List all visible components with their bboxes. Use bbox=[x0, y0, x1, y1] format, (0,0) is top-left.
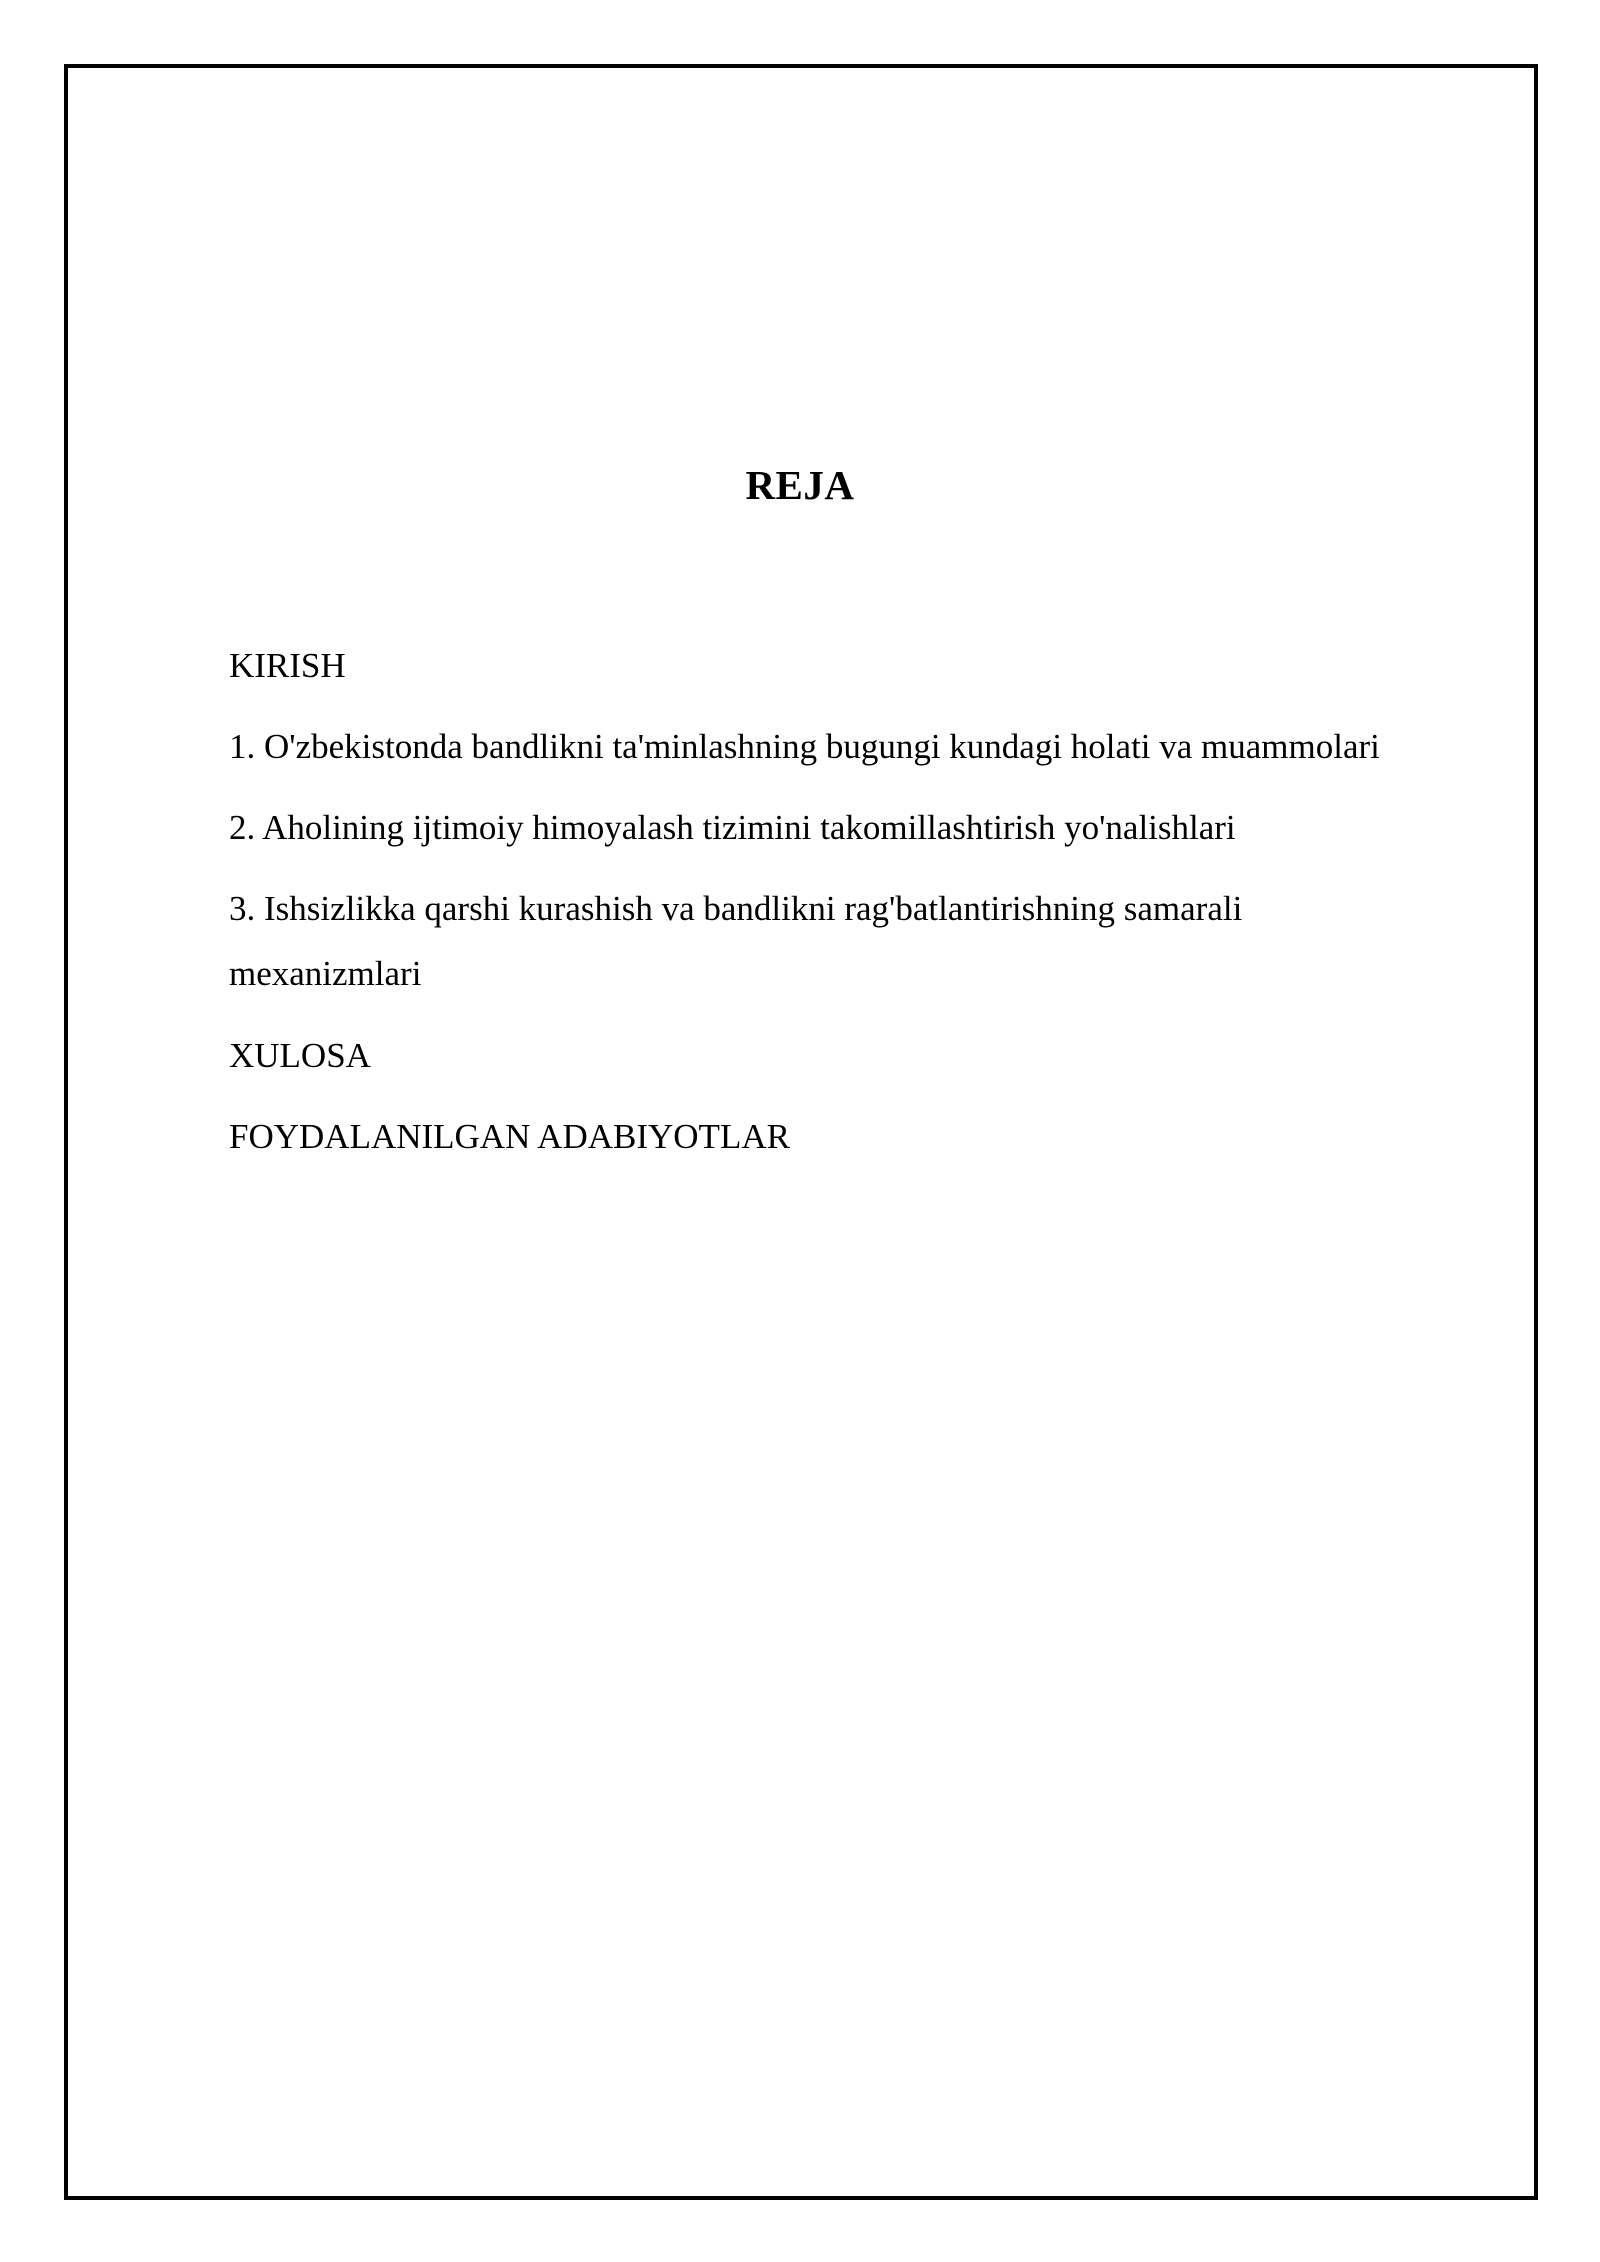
plan-item-adabiyotlar: FOYDALANILGAN ADABIYOTLAR bbox=[229, 1117, 790, 1156]
plan-item-xulosa: XULOSA bbox=[229, 1036, 371, 1075]
plan-item-kirish: KIRISH bbox=[229, 646, 346, 685]
plan-item-3: 3. Ishsizlikka qarshi kurashish va bandlikni rag'batlantirishning samarali mexanizmlari bbox=[229, 889, 1243, 993]
page-title: REJA bbox=[745, 462, 855, 508]
plan-item-2: 2. Aholining ijtimoiy himoyalash tizimini takomillashtirish yo'nalishlari bbox=[229, 808, 1236, 847]
plan-item-1: 1. O'zbekistonda bandlikni ta'minlashning bugungi kundagi holati va muammolari bbox=[229, 727, 1380, 766]
